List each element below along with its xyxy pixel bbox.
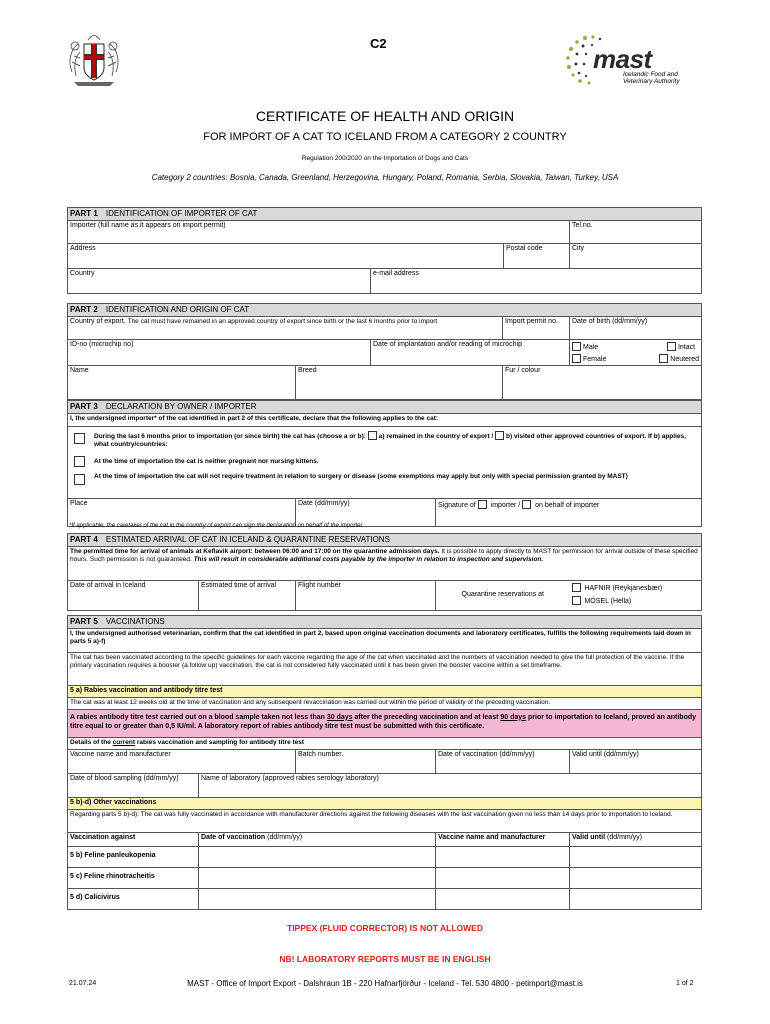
part3-intro: I, the undersigned importer* of the cat identified in part 2 of this certificate, declare that the following applies to the cat: [68,413,702,426]
male-checkbox[interactable]: Male [572,342,598,352]
declaration-3-text: At the time of importation the cat will not require treatment in relation to surgery or disease (some exemptions may apply but only with special permission granted by MAST) [94,472,628,480]
blood-sampling-date-field[interactable]: Date of blood sampling (dd/mm/yy) [68,773,199,797]
part2-header: PART 2 IDENTIFICATION AND ORIGIN OF CAT [68,304,702,317]
panleukopenia-valid-field[interactable] [570,846,702,867]
part2-table [67,303,702,400]
part1-header: PART 1 IDENTIFICATION OF IMPORTER OF CAT [68,208,702,221]
quarantine-options [570,580,702,610]
date-of-vaccination-field[interactable]: Date of vaccination (dd/mm/yy) [436,749,570,773]
vaccine-name-field[interactable]: Vaccine name and manufacturer [68,749,296,773]
implantation-date-field[interactable]: Date of implantation and/or reading of microchip [371,339,570,366]
other-vaccinations-heading: 5 b)-d) Other vaccinations [68,797,702,809]
page-title: CERTIFICATE OF HEALTH AND ORIGIN [255,108,515,124]
tel-field[interactable]: Tel.no. [570,220,702,243]
col-date-of-vaccination: Date of vaccination (dd/mm/yy) [199,832,436,846]
import-permit-field[interactable]: Import permit no. [503,316,570,339]
other-vaccinations-text: Regarding parts 5 b)-d): The cat was fully vaccinated in accordance with manufacturer directions against the following diseases with the last vaccination given no less than 14 days prior to importation to Iceland. [68,809,702,832]
col-vaccination-against: Vaccination against [68,832,199,846]
part5-header: PART 5 VACCINATIONS [68,616,702,629]
footer-page: 1 of 2 [676,980,694,987]
sex-status-cell [570,339,702,366]
declaration-1-text: During the last 6 months prior to importation (or since birth) the cat has (choose a or b): a) remained in the country of export / b) visited other approved countries of export. If b) applies, what country/countries: [94,432,686,449]
on-behalf-checkbox[interactable] [522,500,531,509]
flight-number-field[interactable]: Flight number [296,580,436,610]
fur-colour-field[interactable]: Fur / colour [503,366,702,400]
col-valid-until: Valid until (dd/mm/yy) [570,832,702,846]
mast-logo-line1: Icelandic Food and [623,71,678,78]
option-b-checkbox[interactable] [495,431,504,440]
rabies-text: The cat was at least 12 weeks old at the time of vaccination and any subsequent revaccination was carried out within the period of validity of the preceding vaccination. [68,697,702,709]
microchip-field[interactable]: ID-no (microchip no) [68,339,371,366]
declaration-2-checkbox[interactable] [74,456,85,470]
declaration-2-text: At the time of importation the cat is neither pregnant nor nursing kittens. [94,457,319,465]
postal-code-field[interactable]: Postal code [504,243,570,268]
hafnir-checkbox[interactable]: HAFNIR (Reykjanesbær) [572,583,700,593]
rhinotracheitis-vaccine-field[interactable] [436,867,570,888]
row-rhinotracheitis-label: 5 c) Feline rhinotracheitis [68,867,199,888]
part3-header: PART 3 DECLARATION BY OWNER / IMPORTER [68,401,702,414]
calicivirus-valid-field[interactable] [570,888,702,909]
mast-logo [565,34,705,86]
email-field[interactable]: e-mail address [371,268,702,293]
calicivirus-date-field[interactable] [199,888,436,909]
regulation-text: Regulation 200/2020 on the Importation of Dogs and Cats [301,155,469,162]
mosel-checkbox[interactable]: MÓSEL (Hella) [572,596,700,606]
date-of-arrival-field[interactable]: Date of arrival in Iceland [68,580,199,610]
breed-field[interactable]: Breed [296,366,503,400]
lab-report-warning: NB! LABORATORY REPORTS MUST BE IN ENGLISH [279,954,491,964]
importer-field[interactable]: Importer (full name as it appears on import permit) [68,220,570,243]
batch-number-field[interactable]: Batch number. [296,749,436,773]
part4-header: PART 4 ESTIMATED ARRIVAL OF CAT IN ICELAND & QUARANTINE RESERVATIONS [68,534,702,547]
importer-checkbox[interactable] [478,500,487,509]
place-field[interactable]: Place [68,498,296,526]
coat-of-arms-logo [66,32,122,88]
neutered-checkbox[interactable]: Neutered [659,354,699,364]
quarantine-label: Quarantine reservations at [436,580,570,610]
part3-footnote: *If applicable, the caretaker of the cat in the country of export can sign the declaration on behalf of the importer. [69,523,364,529]
country-field[interactable]: Country [68,268,371,293]
part5-table [67,615,702,910]
estimated-time-field[interactable]: Estimated time of arrival [199,580,296,610]
page-subtitle: FOR IMPORT OF A CAT TO ICELAND FROM A CATEGORY 2 COUNTRY [203,131,567,143]
date-field[interactable]: Date (dd/mm/yy) [296,498,436,526]
rabies-titre-requirement: A rabies antibody titre test carried out on a blood sample taken not less than 30 days after the preceding vaccination and at least 90 days prior to importation to Iceland, proved an antibody titre equal to or greater than 0,5 IU/ml. A laboratory report of rabies antibody titre test must be submitted with this certificate. [68,709,702,737]
footer-address: MAST - Office of Import Export - Dalshraun 1B - 220 Hafnarfjörður - Iceland - Tel. 530 4800 - petimport@mast.is [187,979,583,988]
country-of-export-field[interactable]: Country of export. The cat must have remained in an approved country of export since birth or the last 6 months prior to import [68,316,503,339]
rabies-details-heading: Details of the current rabies vaccination and sampling for antibody titre test [68,737,702,749]
part1-table [67,207,702,294]
category-countries: Category 2 countries: Bosnia, Canada, Greenland, Herzegovina, Hungary, Poland, Romania, Serbia, Slovakia, Taiwan, Turkey, USA [151,173,619,182]
calicivirus-vaccine-field[interactable] [436,888,570,909]
laboratory-field[interactable]: Name of laboratory (approved rabies serology laboratory) [199,773,702,797]
rabies-heading: 5 a) Rabies vaccination and antibody titre test [68,685,702,697]
declaration-1-checkbox[interactable] [74,433,85,447]
col-vaccine-name: Vaccine name and manufacturer [436,832,570,846]
declarations-cell [68,426,702,498]
address-field[interactable]: Address [68,243,504,268]
female-checkbox[interactable]: Female [572,354,606,364]
rhinotracheitis-date-field[interactable] [199,867,436,888]
mast-logo-name: mast [593,44,652,74]
declaration-3-checkbox[interactable] [74,474,85,488]
signature-field[interactable]: Signature of importer / on behalf of importer [436,498,702,526]
form-code: C2 [370,36,387,51]
arrival-info: The permitted time for arrival of animals at Keflavik airport: between 06:00 and 17:00 on the quarantine admission days. It is possible to apply directly to MAST for permission for arrival outside of these specified hours. Such permission is not guaranteed. This will result in considerable additional costs payable by the importer in relation to inspection and supervision. [68,546,702,580]
rhinotracheitis-valid-field[interactable] [570,867,702,888]
part3-table [67,400,702,527]
panleukopenia-vaccine-field[interactable] [436,846,570,867]
row-calicivirus-label: 5 d) Calicivirus [68,888,199,909]
intact-checkbox[interactable]: Intact [667,342,695,352]
footer-date: 21.07.24 [69,980,97,987]
date-of-birth-field[interactable]: Date of birth (dd/mm/yy) [570,316,702,339]
panleukopenia-date-field[interactable] [199,846,436,867]
name-field[interactable]: Name [68,366,296,400]
row-panleukopenia-label: 5 b) Feline panleukopenia [68,846,199,867]
city-field[interactable]: City [570,243,702,268]
option-a-checkbox[interactable] [368,431,377,440]
mast-logo-line2: Veterinary Authority [623,78,680,85]
part4-table [67,533,702,611]
valid-until-field[interactable]: Valid until (dd/mm/yy) [570,749,702,773]
part5-intro: I, the undersigned authorised veterinarian, confirm that the cat identified in part 2, based upon original vaccination documents and laboratory certificates, fulfills the following requirements laid down in parts 5 a)-f) [68,628,702,652]
tippex-warning: TIPPEX (FLUID CORRECTOR) IS NOT ALLOWED [287,923,483,933]
vaccination-text: The cat has been vaccinated according to the specific guidelines for each vaccine regarding the age of the cat when vaccinated and the numbers of vaccination needed to give the full protection of the vaccine. If the primary vaccination requires a booster (a follow up) vaccination, the cat is not considered fully vaccinated until it has been given the booster vaccine within a set timeframe. [68,652,702,685]
